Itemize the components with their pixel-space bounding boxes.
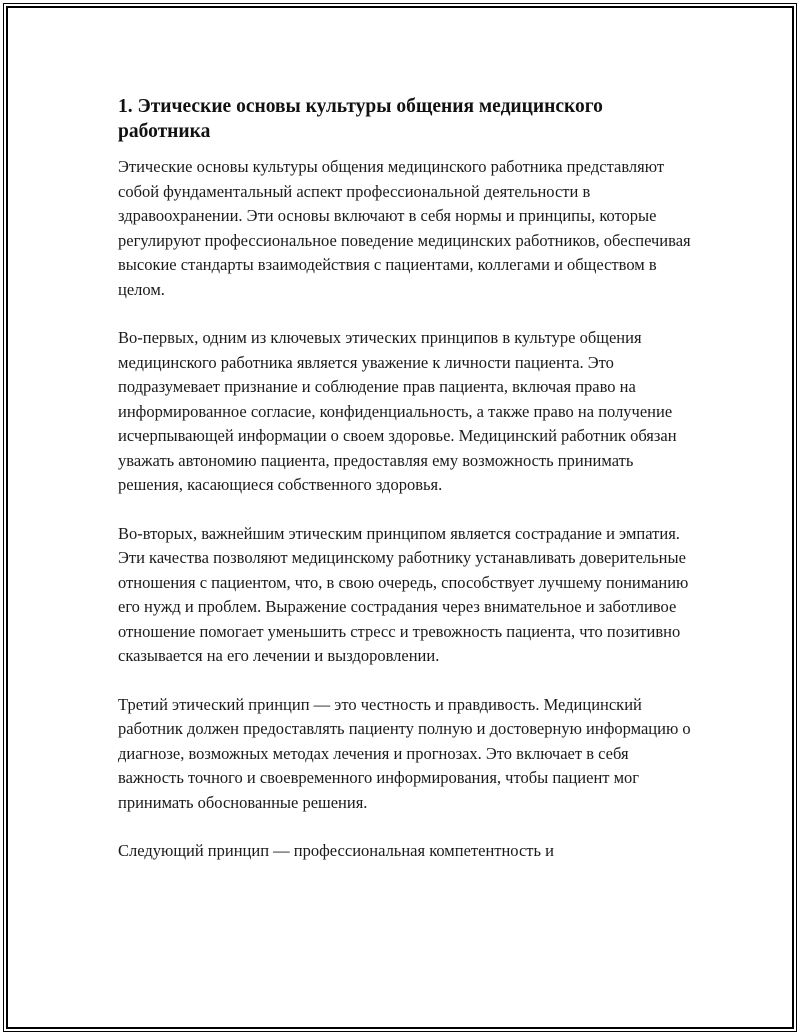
paragraph-competence: Следующий принцип — профессиональная компетентность и [118,841,554,860]
paragraph-respect: Во-первых, одним из ключевых этических принципов в культуре общения медицинского работника является уважение к личности пациента. Это подразумевает признание и соблюдение прав пациента, включая право на информированное согласие, конфиденциальность, а также право на получение исчерпывающей информации о своем здоровье. Медицинский работник обязан уважать автономию пациента, предоставляя ему возможность принимать решения, касающиеся собственного здоровья. [118,328,677,494]
document-body [118,94,693,888]
paragraph-compassion: Во-вторых, важнейшим этическим принципом является сострадание и эмпатия. Эти качества позволяют медицинскому работнику устанавливать доверительные отношения с пациентом, что, в свою очередь, способствует лучшему пониманию его нужд и проблем. Выражение сострадания через внимательное и заботливое отношение помогает уменьшить стресс и тревожность пациента, что позитивно сказывается на его лечении и выздоровлении. [118,523,689,665]
paragraph-honesty: Третий этический принцип — это честность и правдивость. Медицинский работник должен предоставлять пациенту полную и достоверную информацию о диагнозе, возможных методах лечения и прогнозах. Это включает в себя важность точного и своевременного информирования, чтобы пациент мог принимать обоснованные решения. [118,694,691,812]
document-title: 1. Этические основы культуры общения медицинского работника [118,96,603,142]
paragraph-intro: Этические основы культуры общения медицинского работника представляют собой фундаментальный аспект профессиональной деятельности в здравоохранении. Эти основы включают в себя нормы и принципы, которые регулируют профессиональное поведение медицинских работников, обеспечивая высокие стандарты взаимодействия с пациентами, коллегами и обществом в целом. [118,157,691,299]
